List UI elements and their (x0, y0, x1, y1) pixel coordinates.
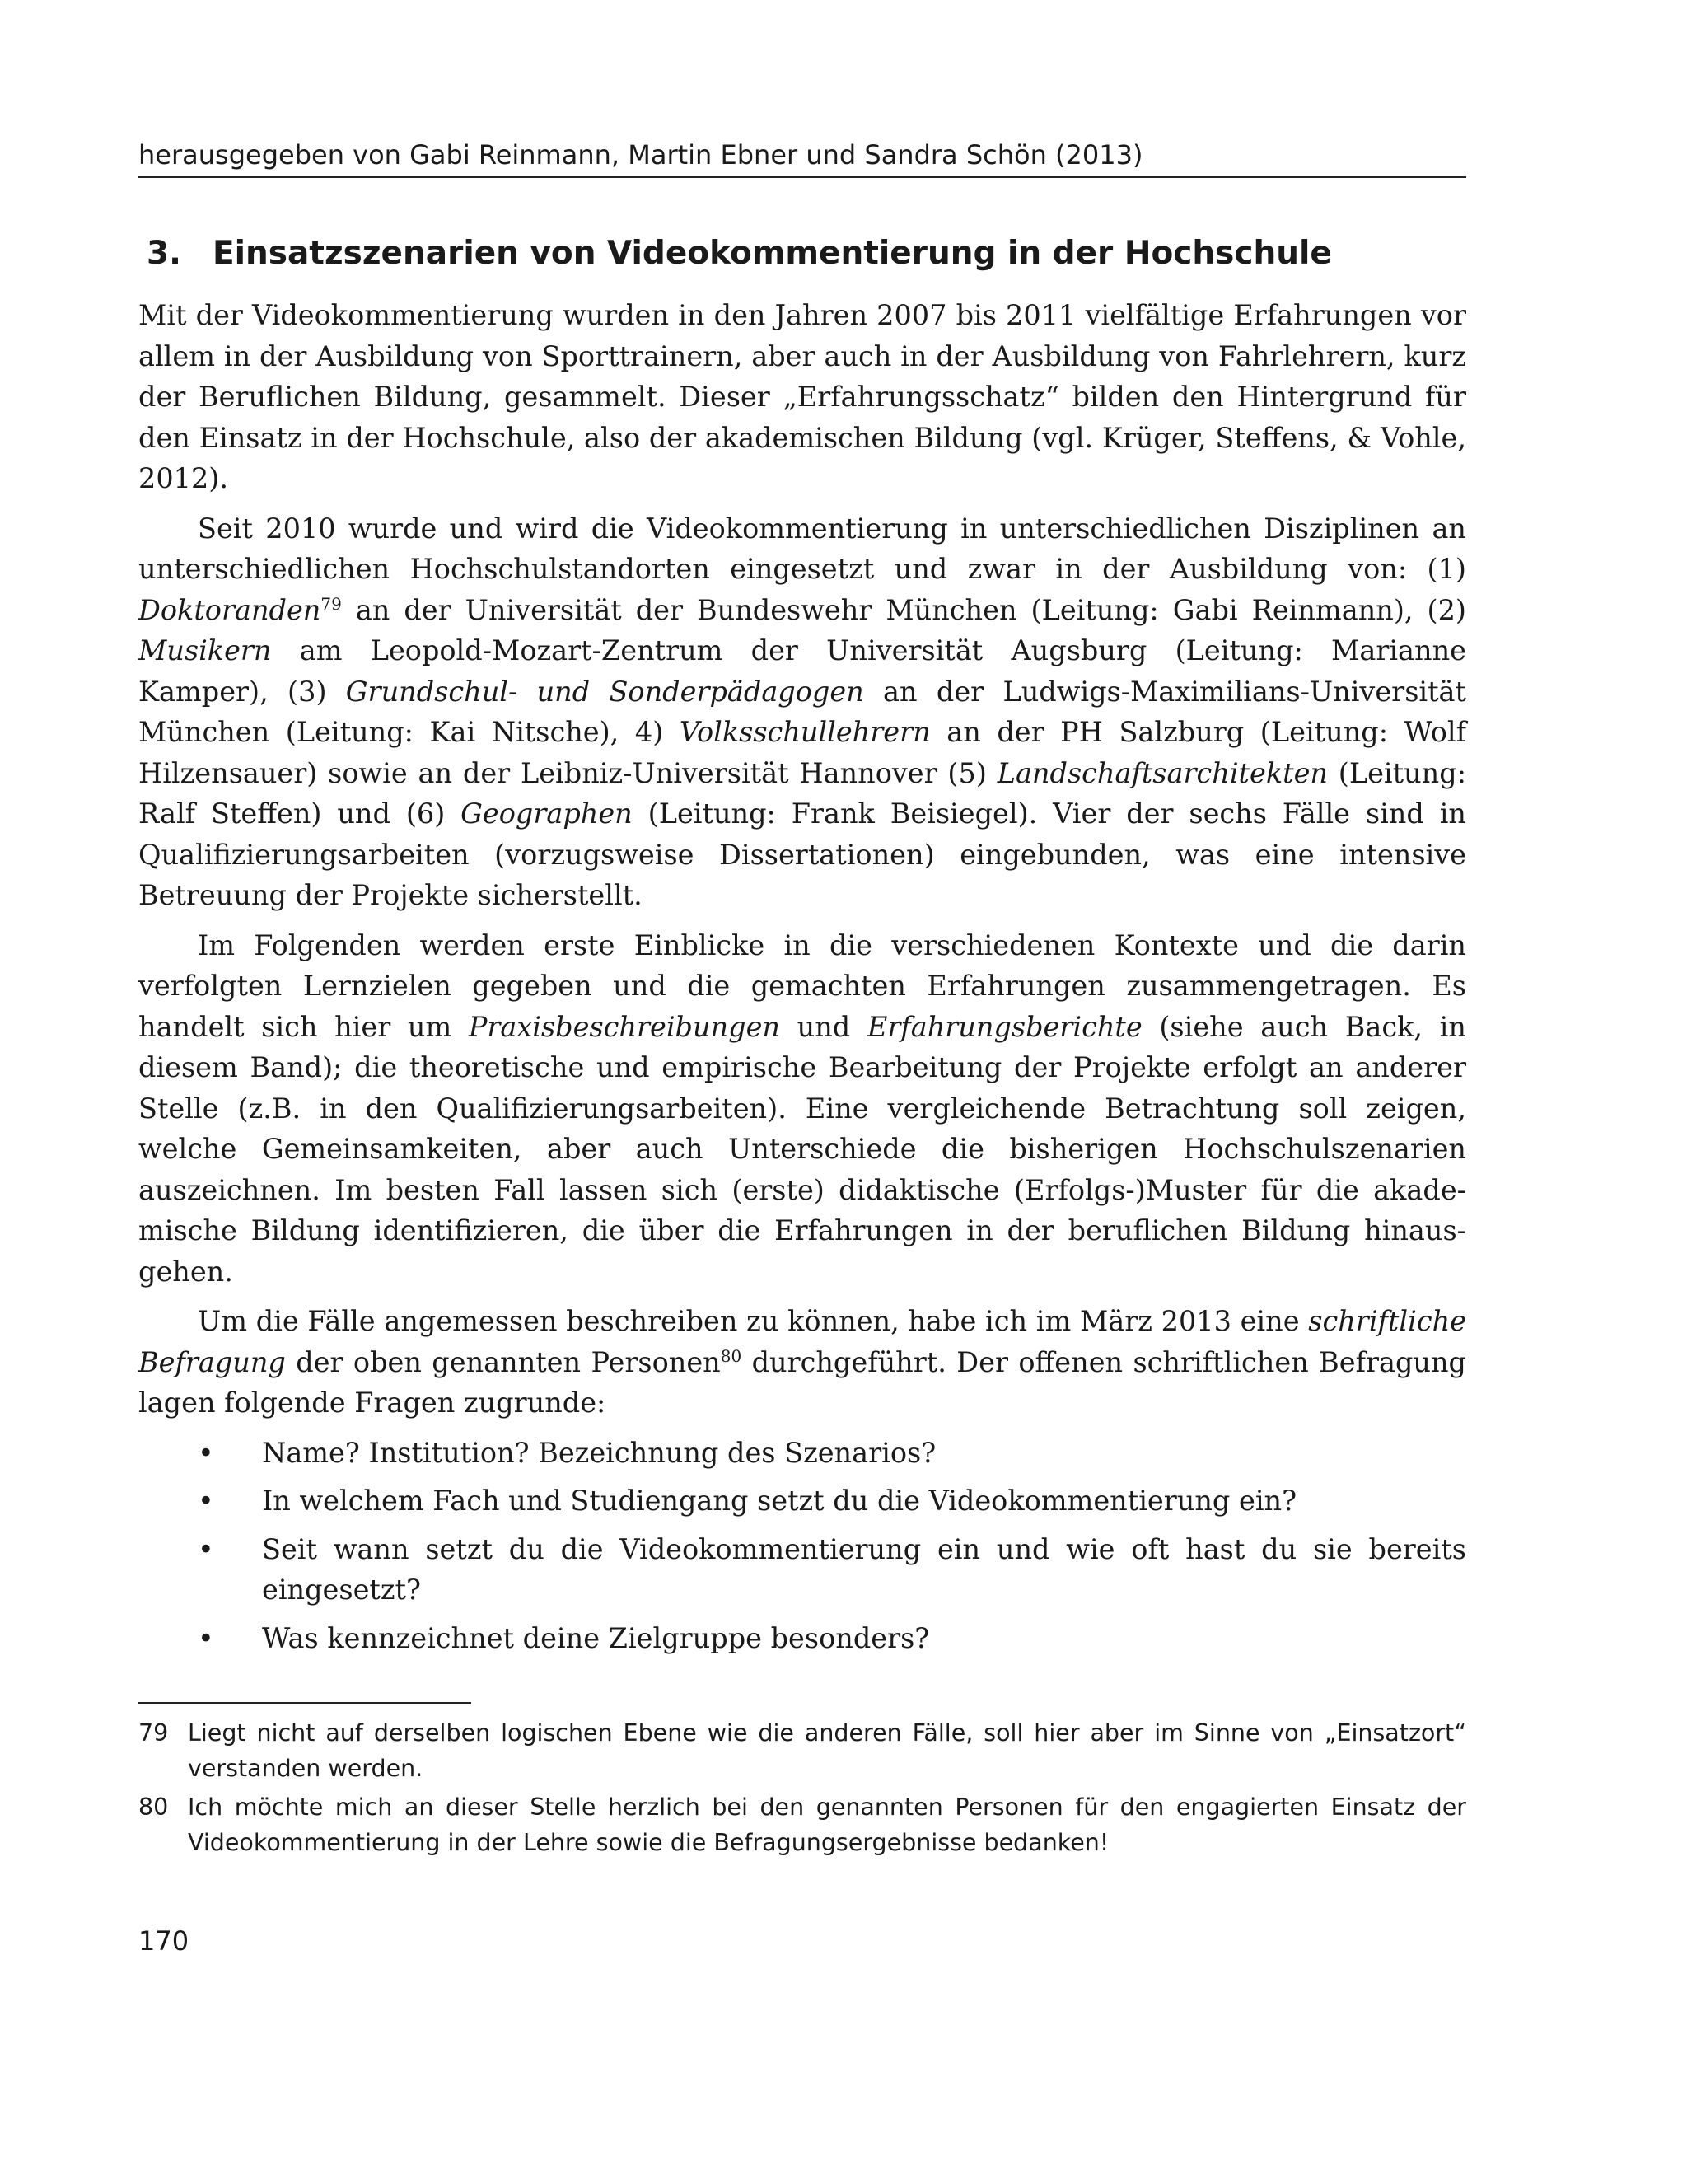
question-list (138, 1433, 1466, 1659)
footnote-text: Liegt nicht auf derselben logischen Ebene wie die anderen Fälle, soll hier aber im Sinne von „Einsatzort“ verstanden werden. (188, 1719, 1466, 1782)
text-run: an der PH Salzburg (Leitung: Wolf Hilzensauer) sowie an der Leibniz-Universität Hannover (5) (138, 716, 1466, 789)
section-heading (147, 231, 1465, 277)
text-run: Seit 2010 wurde und wird die Videokommentierung in unterschiedlichen Disziplinen an unterschiedlichen Hochschulstandorten eingesetzt und zwar in der Ausbildung von: (1) (138, 512, 1466, 585)
text-run: an der Universität der Bundeswehr München (Leitung: Gabi Reinmann), (2) (341, 593, 1466, 626)
emphasis: Grundschul- und Sonderpädagogen (345, 675, 864, 708)
list-item-text: Name? Institution? Bezeichnung des Szenarios? (262, 1436, 937, 1469)
paragraph-2 (138, 508, 1466, 916)
text-run: (Leitung: Frank Beisiegel). Vier der sechs Fälle sind in Qualifizierungsarbeiten (vorzugsweise Dissertationen) eingebunden, was eine intensive Betreuung der Projekte sicherstellt. (138, 797, 1466, 911)
text-run: an der Ludwigs-Maximilians-Universität München (Leitung: Kai Nitsche), 4) (138, 675, 1466, 748)
text-run: am Leopold-Mozart-Zentrum der Universität Augsburg (Leitung: Marianne Kamper), (3) (138, 634, 1466, 708)
section-number: 3. (147, 235, 181, 272)
list-item-text: In welchem Fach und Studiengang setzt du die Videokommentierung ein? (262, 1485, 1297, 1517)
emphasis: Landschaftsarchitekten (997, 756, 1328, 789)
emphasis: Geographen (460, 797, 633, 830)
footnote-ref-80[interactable]: 80 (720, 1345, 742, 1366)
running-header: herausgegeben von Gabi Reinmann, Martin Ebner und Sandra Schön (2013) (138, 138, 1466, 178)
list-item-text: Was kennzeichnet deine Zielgruppe besonders? (262, 1621, 930, 1654)
emphasis: Musikern (138, 634, 272, 666)
footnote-divider (138, 1702, 471, 1704)
text-run: (siehe auch Back, in diesem Band); die theoretische und empirische Bearbeitung der Projekte erfolgt an anderer Stelle (z.B. in den Qualifizierungsarbeiten). Eine vergleichende Betrachtung soll zeigen, welche Gemeinsamkeiten, aber auch Unterschiede die bisherigen Hochschulszenarien auszeichnen. Im besten Fall lassen sich (erste) didaktische (Erfolgs-)Muster für die akademische Bildung identifizieren, die über die Erfahrungen in der beruflichen Bildung hinausgehen. (138, 1010, 1466, 1288)
footnote-ref-79[interactable]: 79 (320, 593, 342, 614)
emphasis: Erfahrungsberichte (867, 1010, 1143, 1043)
text-run: der oben genannten Personen (285, 1345, 721, 1378)
text-run: Um die Fälle angemessen beschreiben zu können, habe ich im März 2013 eine (198, 1305, 1309, 1337)
text-run: und (779, 1010, 867, 1043)
list-item (138, 1618, 1466, 1659)
emphasis: schriftliche Befragung (138, 1305, 1466, 1378)
emphasis: Praxisbeschreibungen (468, 1010, 780, 1043)
paragraph-3 (138, 925, 1466, 1293)
list-item-text: Seit wann setzt du die Videokommentierung ein und wie oft hast du sie bereits eingesetzt? (262, 1532, 1466, 1606)
paragraph-1: Mit der Videokommentierung wurden in den Jahren 2007 bis 2011 vielfältige Erfahrungen vor allem in der Ausbildung von Sporttrainern, aber auch in der Ausbildung von Fahrlehrern, kurz der Beruflichen Bildung, gesammelt. Dieser „Erfahrungsschatz“ bilden den Hintergrund für den Einsatz in der Hochschule, also der akademischen Bildung (vgl. Krüger, Steffens, & Vohle, 2012). (138, 299, 1466, 494)
list-item (138, 1480, 1466, 1522)
emphasis: Doktoranden (138, 593, 321, 626)
footnote-80 (138, 1789, 1466, 1860)
section-title: Einsatzszenarien von Videokommentierung in der Hochschule (213, 235, 1332, 272)
bullet-icon: • (198, 1436, 214, 1469)
text-run: (Leitung: Ralf Steffen) und (6) (138, 756, 1466, 830)
footnote-text: Ich möchte mich an dieser Stelle herzlich bei den genannten Personen für den engagierten Einsatz der Videokommentierung in der Lehre sowie die Befragungsergebnisse bedanken! (188, 1793, 1466, 1856)
footnote-number: 79 (138, 1719, 169, 1747)
text-run: durchgeführt. Der offenen schriftlichen Befragung lagen folgende Fragen zugrunde: (138, 1345, 1467, 1419)
emphasis: Volksschullehrern (679, 716, 931, 748)
list-item (138, 1433, 1466, 1474)
paragraph-4 (138, 1301, 1466, 1424)
bullet-icon: • (198, 1621, 214, 1654)
footnotes (138, 1715, 1466, 1864)
text-run: Im Folgenden werden erste Einblicke in die verschiedenen Kontexte und die darin verfolgten Lernzielen gegeben und die gemachten Erfahrungen zusammengetragen. Es handelt sich hier um (138, 928, 1466, 1043)
footnote-number: 80 (138, 1793, 169, 1821)
body-text (138, 295, 1466, 1666)
bullet-icon: • (198, 1485, 214, 1517)
page-number: 170 (138, 1925, 189, 1957)
footnote-79 (138, 1715, 1466, 1786)
list-item (138, 1529, 1466, 1611)
bullet-icon: • (198, 1532, 214, 1565)
